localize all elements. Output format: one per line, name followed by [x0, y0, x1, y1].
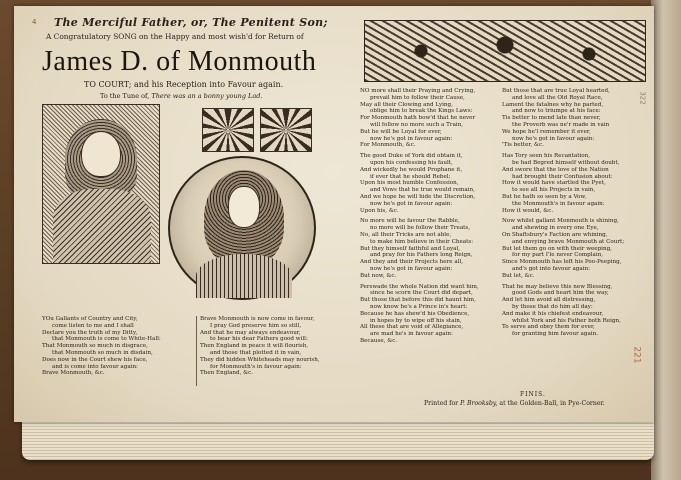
- main-heading: James D. of Monmouth: [42, 46, 317, 77]
- verse-line: But let them go on with their weeping,: [502, 245, 612, 252]
- verse-line: They did hidden Whiteheads may nourish,: [200, 356, 320, 363]
- stanza: [502, 88, 648, 149]
- verse-line: good Gods and heart him the way,: [512, 290, 609, 297]
- verse-line: To serve and obey them for ever,: [502, 324, 595, 331]
- verse-line: to make him believe in their Cheats:: [370, 238, 474, 245]
- verse-line: And swore that the love of the Nation: [502, 166, 609, 173]
- page-stack: [22, 418, 654, 460]
- verse-line: are mad he's in favour again:: [370, 331, 453, 338]
- verse-line: and shewing in every one Eye,: [512, 225, 599, 232]
- verse-line: in hopes by to wipe off his stain,: [370, 317, 462, 324]
- verse-line: Tis better to mend late than never,: [502, 115, 601, 122]
- verse-line: And make it his chiefest endeavour,: [502, 310, 604, 317]
- verse-line: For Monmouth, &c.: [360, 142, 416, 149]
- verse-line: Upon his most humble Confession,: [360, 180, 459, 187]
- verse-line: for Monmouth's in favour again:: [210, 363, 302, 370]
- verse-line: and Vows that he true would remain,: [370, 187, 475, 194]
- verse-line: All these that are void of Allegiance,: [360, 324, 464, 331]
- verse-line: But he will be Loyal for ever,: [360, 128, 442, 135]
- verse-line: Does now in the Court shew his face,: [42, 356, 148, 363]
- ornament-woodcut-right: [260, 108, 312, 152]
- verse-line: the Proverb was ne'r made in vain: [512, 121, 610, 128]
- verse-line: since he scorn the Court did depart,: [370, 290, 473, 297]
- page-number: 221: [631, 346, 642, 364]
- verse-line: that Monmouth is come to White-Hall:: [52, 336, 161, 343]
- verse-line: That Monmouth so much in disgrace,: [42, 343, 148, 350]
- verse-column-1: [42, 316, 192, 377]
- verse-line: and's got into favour again:: [512, 265, 590, 272]
- verse-line: That he may believe this new Blessing,: [502, 283, 613, 290]
- verse-line: Perswade the whole Nation did want him,: [360, 283, 479, 290]
- stanza: [502, 284, 648, 338]
- verse-line: for my part I'le never Complain,: [512, 252, 604, 259]
- verse-line: Has Tory seen his Recantation,: [502, 153, 591, 160]
- imprint: [424, 400, 605, 407]
- verse-line: Then England, &c.: [200, 370, 254, 377]
- verse-line: But now, &c.: [360, 272, 397, 279]
- verse-line: No more will he favour the Rabble,: [360, 218, 460, 225]
- ornamental-banner-woodcut: [364, 20, 646, 82]
- verse-line: now he's got in favour again:: [512, 135, 595, 142]
- verse-line: had brought their Confusion about:: [512, 173, 613, 180]
- verse-line: YOu Gallants of Country and City,: [42, 316, 138, 322]
- ballad-subtitle: A Congratulatory SONG on the Happy and most wish'd for Return of: [46, 32, 304, 41]
- stanza: [360, 218, 500, 279]
- verse-line: no more will be follow their Treats,: [370, 225, 471, 232]
- verse-line: How it would, &c.: [502, 207, 554, 214]
- verse-line: We hope he'l remember it ever,: [502, 128, 591, 135]
- portrait-face: [228, 186, 260, 228]
- broadside-sheet: [14, 6, 654, 422]
- verse-line: NO more shall their Praying and Crying,: [360, 88, 476, 94]
- verse-line: No, all their Tricks are not able,: [360, 231, 452, 238]
- verse-line: Because he has shew'd his Obedience,: [360, 310, 470, 317]
- verse-line: But they himself faithful and Loyal,: [360, 245, 461, 252]
- verse-line: Brave Monmouth, &c.: [42, 370, 105, 377]
- stanza: [360, 284, 500, 345]
- verse-line: I pray God preserve him so still,: [210, 322, 302, 329]
- verse-line: if ever that he should Rebel;: [370, 173, 451, 180]
- verse-line: that Monmouth so much in disdain,: [52, 349, 153, 356]
- verse-line: Since Monmouth has left his Poo-Peeping,: [502, 259, 622, 266]
- verse-line: Brave Monmouth is now come in favour,: [200, 316, 315, 322]
- verse-line: whilst York and his Father both Reign,: [512, 317, 621, 324]
- verse-line: and now to triumpe at his face:: [512, 108, 601, 115]
- verse-line: Then England in peace it will flourish,: [200, 343, 309, 350]
- verse-line: But those that before this did haunt him,: [360, 297, 476, 304]
- tune-prefix: To the Tune of,: [100, 92, 150, 100]
- woodcut-portrait-woman: [42, 104, 160, 264]
- verse-line: now he's got in favour again:: [370, 265, 453, 272]
- imprint-prefix: Printed for: [424, 400, 459, 407]
- verse-line: come listen to me and I shall: [52, 322, 134, 329]
- imprint-printer: P. Brooksby,: [460, 400, 498, 407]
- portrait-face: [81, 131, 121, 177]
- verse-line: And that he may always endeavour,: [200, 329, 301, 336]
- oval-portrait-monmouth: [168, 156, 316, 300]
- verse-line: now know he's a Prince in's heart:: [370, 303, 468, 310]
- verse-line: How it would have startled the Pyet,: [502, 180, 606, 187]
- verse-line: Because, &c.: [360, 337, 398, 344]
- verse-line: to bear his dear Fathers good will:: [210, 336, 308, 343]
- ballad-title: The Merciful Father, or, The Penitent Son;: [54, 16, 328, 29]
- stanza: [360, 88, 500, 149]
- stanza: [360, 153, 500, 214]
- tune-name: There was an a bonny young Lad.: [151, 92, 263, 100]
- verse-line: will follow no more such a Train,: [370, 121, 464, 128]
- verse-column-3: [360, 88, 500, 349]
- finis-mark: FINIS.: [520, 391, 546, 398]
- stanza: [502, 218, 648, 279]
- verse-line: Now whilst gallant Monmouth is shining,: [502, 218, 619, 225]
- verse-line: Declare you the truth of my Ditty,: [42, 329, 138, 336]
- verse-line: And they and their Projects here all,: [360, 259, 464, 266]
- verse-line: be had Begred himself without doubt,: [512, 159, 620, 166]
- portrait-body: [53, 189, 151, 263]
- stanza: [502, 153, 648, 214]
- verse-line: and those that plotted it in vain,: [210, 349, 302, 356]
- verse-line: And let him avoid all distressing,: [502, 297, 596, 304]
- verse-line: for granting him favour again.: [512, 331, 598, 338]
- verse-column-2: [200, 316, 355, 377]
- verse-line: The good Duke of York did obtain it,: [360, 153, 463, 160]
- verse-line: now he's got in favour again:: [370, 200, 453, 207]
- verse-line: the Monmouth's in favour again:: [512, 200, 605, 207]
- column-divider: [196, 316, 197, 386]
- imprint-suffix: at the Golden-Ball, in Pye-Corner.: [499, 400, 605, 407]
- verse-line: And we hope he will hide the Discretion,: [360, 193, 476, 200]
- verse-line: But those that are true Loyal hearted,: [502, 88, 610, 94]
- verse-line: But he hath so seen by a Vow,: [502, 193, 587, 200]
- verse-column-4: [502, 88, 648, 342]
- verse-line: upon his confessing his fault,: [370, 159, 453, 166]
- verse-line: now he's got in favour again:: [370, 135, 453, 142]
- verse-line: But let, &c.: [502, 272, 535, 279]
- verse-line: Lament the fatalnes why he parted,: [502, 101, 604, 108]
- verse-line: For Monmouth hath bow'd that he never: [360, 115, 476, 122]
- verse-line: and envying brave Monmouth at Court;: [512, 238, 625, 245]
- verse-line: by those that do him all day:: [512, 303, 593, 310]
- verse-line: and love all the Old Royal Race,: [512, 94, 603, 101]
- verse-line: 'Tis better, &c.: [502, 142, 544, 149]
- cover-edge: [651, 0, 681, 480]
- verse-line: May all their Clowing and Lying,: [360, 101, 453, 108]
- verse-line: On Shaftsbury's Faction are whining,: [502, 231, 608, 238]
- verse-line: and pray for his Fathers long Reign,: [370, 252, 473, 259]
- portrait-armor: [196, 254, 292, 298]
- tune-line: [100, 92, 350, 100]
- verse-line: oblige him to break the Kings Laws:: [370, 108, 473, 115]
- court-line: TO COURT; and his Reception into Favour again.: [84, 80, 284, 89]
- verse-line: and is come into favour again:: [52, 363, 138, 370]
- verse-line: to see all his Projects in vain,: [512, 187, 596, 194]
- verse-line: Upon his, &c.: [360, 207, 399, 214]
- shelf-mark: 322: [638, 91, 647, 105]
- corner-mark: 4: [32, 18, 37, 26]
- ornament-woodcut-left: [202, 108, 254, 152]
- verse-line: And wickedly he would Prophane it,: [360, 166, 463, 173]
- verse-line: prevail him to follow their Cause,: [370, 94, 465, 101]
